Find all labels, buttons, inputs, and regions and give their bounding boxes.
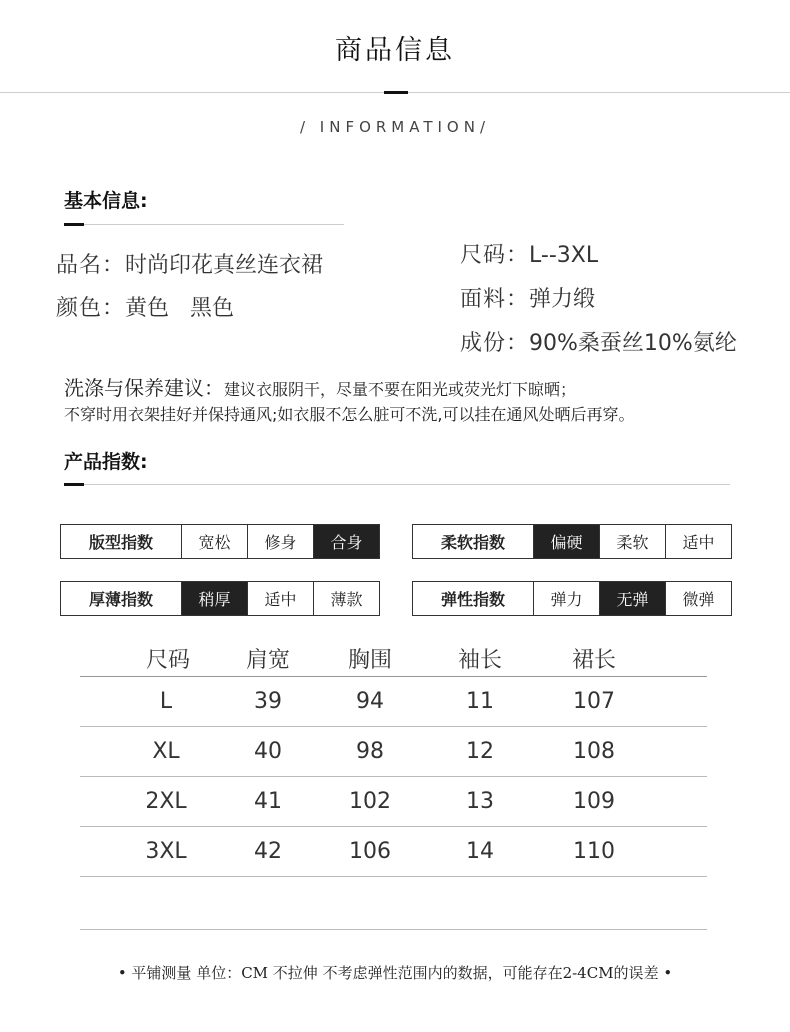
header-bust: 胸围 xyxy=(347,647,392,673)
header-length: 裙长 xyxy=(571,647,616,673)
index-elasticity xyxy=(412,581,732,616)
size-field xyxy=(460,238,598,269)
size-value: L--3XL xyxy=(529,243,599,268)
care-label: 洗涤与保养建议： xyxy=(64,376,224,400)
cell-sleeve: 11 xyxy=(466,689,494,714)
index-softness-option-1: 偏硬 xyxy=(534,525,600,558)
cell-shoulder: 40 xyxy=(254,739,282,764)
product-name-label: 品名： xyxy=(56,253,126,278)
cell-sleeve: 14 xyxy=(466,839,494,864)
cell-shoulder: 42 xyxy=(254,839,282,864)
color-field xyxy=(56,291,234,322)
product-index-accent-bar xyxy=(64,483,84,486)
cell-length: 110 xyxy=(573,839,615,864)
header-shoulder: 肩宽 xyxy=(245,647,290,673)
basic-info-accent-bar xyxy=(64,223,84,226)
size-label: 尺码： xyxy=(460,243,530,268)
index-thickness-option-1: 稍厚 xyxy=(182,582,248,615)
index-softness-option-3: 适中 xyxy=(682,533,715,552)
cell-shoulder: 41 xyxy=(254,789,282,814)
table-row xyxy=(80,827,707,877)
table-row xyxy=(80,727,707,777)
index-softness xyxy=(412,524,732,559)
index-fit-option-2: 修身 xyxy=(248,525,314,558)
index-elasticity-option-2: 无弹 xyxy=(600,582,666,615)
fabric-value: 弹力缎 xyxy=(529,287,596,312)
cell-length: 109 xyxy=(573,789,615,814)
color-label: 颜色： xyxy=(56,296,126,321)
page-title: 商品信息 xyxy=(335,35,455,66)
care-text-1: 建议衣服阴干，尽量不要在阳光或荧光灯下晾晒； xyxy=(224,380,577,399)
cell-sleeve: 12 xyxy=(466,739,494,764)
title-accent-bar xyxy=(384,91,408,94)
index-elasticity-option-3: 微弹 xyxy=(682,590,715,609)
table-empty-row xyxy=(80,877,707,930)
measurement-note: • 平铺测量 单位：CM 不拉伸 不考虑弹性范围内的数据，可能存在2-4CM的误差 • xyxy=(117,964,673,982)
index-thickness xyxy=(60,581,380,616)
index-thickness-name: 厚薄指数 xyxy=(61,582,182,615)
care-line-1 xyxy=(64,372,576,401)
index-fit xyxy=(60,524,380,559)
composition-field xyxy=(460,326,737,357)
cell-size: XL xyxy=(152,739,180,764)
cell-size: 2XL xyxy=(145,789,187,814)
product-index-divider xyxy=(64,484,730,485)
cell-shoulder: 39 xyxy=(254,689,282,714)
table-row xyxy=(80,777,707,827)
basic-info-heading: 基本信息: xyxy=(64,190,148,212)
page-subtitle: / INFORMATION/ xyxy=(299,118,491,136)
cell-length: 108 xyxy=(573,739,615,764)
cell-bust: 106 xyxy=(349,839,391,864)
index-thickness-option-3: 薄款 xyxy=(330,590,363,609)
cell-size: 3XL xyxy=(145,839,187,864)
index-softness-option-2: 柔软 xyxy=(600,525,666,558)
cell-bust: 98 xyxy=(356,739,384,764)
index-elasticity-option-1: 弹力 xyxy=(534,582,600,615)
size-table-header xyxy=(80,640,707,677)
index-fit-option-1: 宽松 xyxy=(182,525,248,558)
header-sleeve: 袖长 xyxy=(457,647,502,673)
cell-size: L xyxy=(159,689,173,714)
fabric-label: 面料： xyxy=(460,287,530,312)
product-name-value: 时尚印花真丝连衣裙 xyxy=(125,253,324,278)
product-name-field xyxy=(56,248,323,279)
product-index-heading: 产品指数: xyxy=(64,451,148,473)
cell-sleeve: 13 xyxy=(466,789,494,814)
index-thickness-option-2: 适中 xyxy=(248,582,314,615)
table-row xyxy=(80,677,707,727)
header-size: 尺码 xyxy=(145,647,190,673)
basic-info-divider xyxy=(64,224,344,225)
index-elasticity-name: 弹性指数 xyxy=(413,582,534,615)
index-softness-name: 柔软指数 xyxy=(413,525,534,558)
size-table xyxy=(80,640,707,930)
cell-bust: 102 xyxy=(349,789,391,814)
index-fit-name: 版型指数 xyxy=(61,525,182,558)
fabric-field xyxy=(460,282,595,313)
care-text-2: 不穿时用衣架挂好并保持通风;如衣服不怎么脏可不洗,可以挂在通风处晒后再穿。 xyxy=(64,405,635,424)
index-fit-option-3: 合身 xyxy=(314,525,379,558)
color-value: 黄色 黑色 xyxy=(125,296,234,321)
composition-label: 成份： xyxy=(460,331,530,356)
cell-bust: 94 xyxy=(356,689,384,714)
cell-length: 107 xyxy=(573,689,615,714)
composition-value: 90%桑蚕丝10%氨纶 xyxy=(529,331,737,356)
